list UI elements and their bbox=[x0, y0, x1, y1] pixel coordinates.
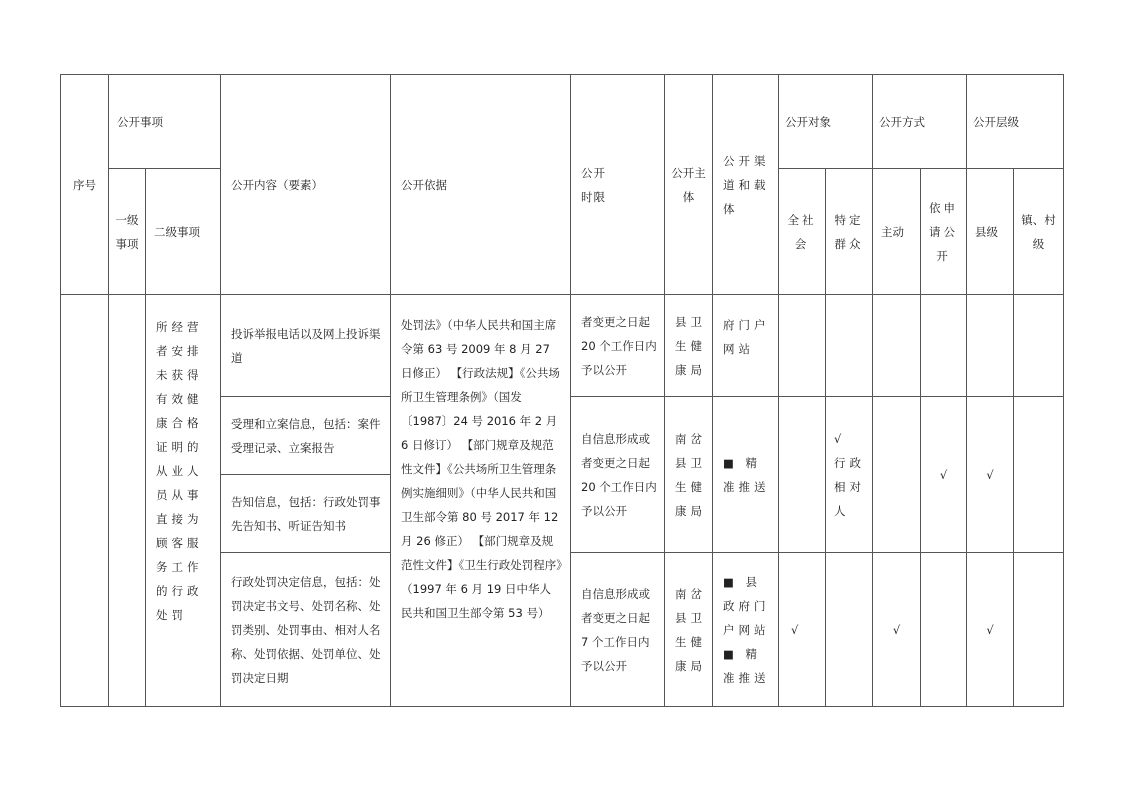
header-time-text: 公开时限 bbox=[581, 165, 606, 204]
row4-audience-all: √ bbox=[779, 553, 826, 707]
header-channel: 公开渠道和载体 bbox=[713, 75, 779, 295]
header-subject: 公开主体 bbox=[665, 75, 713, 295]
row1-channel: 府门户网站 bbox=[713, 295, 779, 397]
header-audience: 公开对象 bbox=[779, 75, 873, 169]
row-level1 bbox=[109, 295, 146, 707]
row3-content: 告知信息，包括：行政处罚事先告知书、听证告知书 bbox=[221, 475, 391, 553]
row2-tier-county: √ bbox=[967, 397, 1014, 553]
header-level2: 二级事项 bbox=[146, 169, 221, 295]
row4-channel-push: ■ 精准推送 bbox=[723, 646, 770, 685]
row2-subject: 南岔县卫生健康局 bbox=[665, 397, 713, 553]
row1-content: 投诉举报电话以及网上投诉渠道 bbox=[221, 295, 391, 397]
header-mode-apply: 依申请公开 bbox=[921, 169, 967, 295]
row4-tier-county: √ bbox=[967, 553, 1014, 707]
row1-audience-all bbox=[779, 295, 826, 397]
header-time bbox=[571, 75, 665, 295]
row-seq bbox=[61, 295, 109, 707]
row2-mode-active bbox=[873, 397, 921, 553]
row2-time: 自信息形成或者变更之日起 20 个工作日内予以公开 bbox=[571, 397, 665, 553]
header-item: 公开事项 bbox=[109, 75, 221, 169]
row2-tier-town bbox=[1014, 397, 1064, 553]
row4-content: 行政处罚决定信息，包括：处罚决定书文号、处罚名称、处罚类别、处罚事由、相对人名称、处罚依据、处罚单位、处罚决定日期 bbox=[221, 553, 391, 707]
row2-channel: ■ 精准推送 bbox=[713, 397, 779, 553]
header-level1: 一级事项 bbox=[109, 169, 146, 295]
row1-subject: 县卫生健康局 bbox=[665, 295, 713, 397]
row-basis: 处罚法》（中华人民共和国主席令第 63 号 2009 年 8 月 27 日修正） 【行政法规】《公共场所卫生管理条例》（国发〔1987〕24 号 2016 年 2 月 6 日修订） 【部门规章及规范性文件】《公共场所卫生管理条例实施细则》（中华人民共和国卫生部令第 80 号 2017 年 12 月 26 修正） 【部门规章及规范性文件】《卫生行政处罚程序》（1997 年 6 月 19 日中华人民共和国卫生部令第 53 号） bbox=[391, 295, 571, 707]
row4-audience-specific bbox=[826, 553, 873, 707]
header-tier-town: 镇、村级 bbox=[1014, 169, 1064, 295]
row4-mode-active: √ bbox=[873, 553, 921, 707]
row4-mode-apply bbox=[921, 553, 967, 707]
row4-tier-town bbox=[1014, 553, 1064, 707]
row1-mode-active bbox=[873, 295, 921, 397]
row2-mode-apply: √ bbox=[921, 397, 967, 553]
row4-time: 自信息形成或者变更之日起 7 个工作日内予以公开 bbox=[571, 553, 665, 707]
row1-tier-town bbox=[1014, 295, 1064, 397]
header-seq: 序号 bbox=[61, 75, 109, 295]
row4-channel-website: ■ 县政府门户网站 bbox=[723, 574, 770, 637]
header-tier: 公开层级 bbox=[967, 75, 1064, 169]
row2-audience-specific: √ 行政相对人 bbox=[826, 397, 873, 553]
row1-tier-county bbox=[967, 295, 1014, 397]
row2-content: 受理和立案信息，包括：案件受理记录、立案报告 bbox=[221, 397, 391, 475]
row2-audience-all bbox=[779, 397, 826, 553]
header-basis: 公开依据 bbox=[391, 75, 571, 295]
header-content: 公开内容（要素） bbox=[221, 75, 391, 295]
header-audience-all: 全社会 bbox=[779, 169, 826, 295]
row4-subject: 南岔县卫生健康局 bbox=[665, 553, 713, 707]
row1-time: 者变更之日起 20 个工作日内予以公开 bbox=[571, 295, 665, 397]
row1-mode-apply bbox=[921, 295, 967, 397]
disclosure-table bbox=[60, 74, 1064, 707]
row-level2: 所经营者安排未获得有效健康合格证明的从业人员从事直接为顾客服务工作的行政处罚 bbox=[146, 295, 221, 707]
row4-channel bbox=[713, 553, 779, 707]
header-audience-specific: 特定群众 bbox=[826, 169, 873, 295]
row1-audience-specific bbox=[826, 295, 873, 397]
header-mode-active: 主动 bbox=[873, 169, 921, 295]
header-tier-county: 县级 bbox=[967, 169, 1014, 295]
header-mode: 公开方式 bbox=[873, 75, 967, 169]
